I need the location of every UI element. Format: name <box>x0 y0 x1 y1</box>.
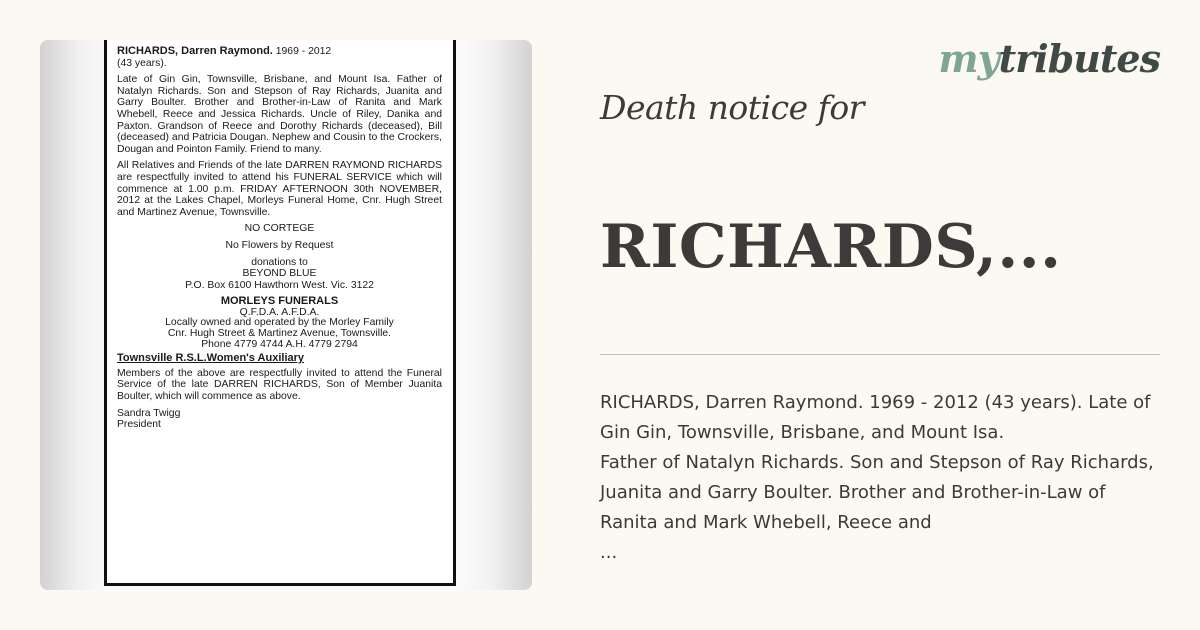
newspaper-clipping <box>104 40 456 586</box>
clipping-title-name: RICHARDS, Darren Raymond. <box>117 45 273 57</box>
clipping-qfda: Q.F.D.A. A.F.D.A. <box>239 306 320 318</box>
clipping-charity: BEYOND BLUE <box>242 268 317 280</box>
logo-part-my: my <box>938 36 999 81</box>
logo-part-tributes: tributes <box>998 36 1160 81</box>
divider <box>600 354 1160 355</box>
clipping-rsl-heading: Townsville R.S.L.Women's Auxiliary <box>117 352 305 365</box>
clipping-paragraph-family: Late of Gin Gin, Townsville, Brisbane, and Mount Isa. Father of Natalyn Richards. Son and Stepson of Ray Richards, Juanita and Garry Boulter. Brother and Brother-in-Law of Ranita and Mark Whebell, Reece and Jessica Richards. Uncle of Riley, Danika and Paxton. Grandson of Reece and Dorothy Richards (deceased), Bill (deceased) and Patricia Dougan. Nephew and Cousin to the Crockers, Dougan and Pointon Family. Friend to many. <box>117 74 442 155</box>
clipping-age: (43 years). <box>117 57 167 69</box>
clipping-charity-address: P.O. Box 6100 Hawthorn West. Vic. 3122 <box>185 279 374 291</box>
clipping-owned: Locally owned and operated by the Morley Family <box>165 317 394 329</box>
clipping-title <box>117 46 442 58</box>
deceased-name: RICHARDS,... <box>600 212 1062 282</box>
clipping-signatory-title: President <box>117 419 161 431</box>
notice-label: Death notice for <box>600 88 864 127</box>
notice-summary: RICHARDS, Darren Raymond. 1969 - 2012 (43 years). Late of Gin Gin, Townsville, Brisbane, and Mount Isa. Father of Natalyn Richards. Son and Stepson of Ray Richards, Juanita and Garry Boulter. Brother and Brother-in-Law of Ranita and Mark Whebell, Reece and ... <box>600 392 1154 563</box>
clipping-paragraph-service: All Relatives and Friends of the late DARREN RAYMOND RICHARDS are respectfully invited to attend his FUNERAL SERVICE which will commence at 1.00 p.m. FRIDAY AFTERNOON 30th NOVEMBER, 2012 at the Lakes Chapel, Morleys Funeral Home, Cnr. Hugh Street and Martinez Avenue, Townsville. <box>117 160 442 218</box>
notice-image-panel <box>40 40 532 590</box>
clipping-phone: Phone 4779 4744 A.H. 4779 2794 <box>201 338 358 350</box>
mytributes-logo[interactable] <box>938 36 1160 81</box>
clipping-funeral-home: MORLEYS FUNERALS <box>220 295 339 308</box>
clipping-title-years: 1969 - 2012 <box>272 46 332 57</box>
clipping-no-cortege: NO CORTEGE <box>244 223 315 235</box>
clipping-no-flowers: No Flowers by Request <box>225 239 334 251</box>
clipping-home-address: Cnr. Hugh Street & Martinez Avenue, Townsville. <box>167 328 392 340</box>
clipping-rsl-text: Members of the above are respectfully invited to attend the Funeral Service of the late DARREN RICHARDS, Son of Member Juanita Boulter, which will commence as above. <box>117 367 442 403</box>
clipping-donations-to: donations to <box>251 256 308 268</box>
clipping-signatory: Sandra Twigg <box>117 407 181 419</box>
